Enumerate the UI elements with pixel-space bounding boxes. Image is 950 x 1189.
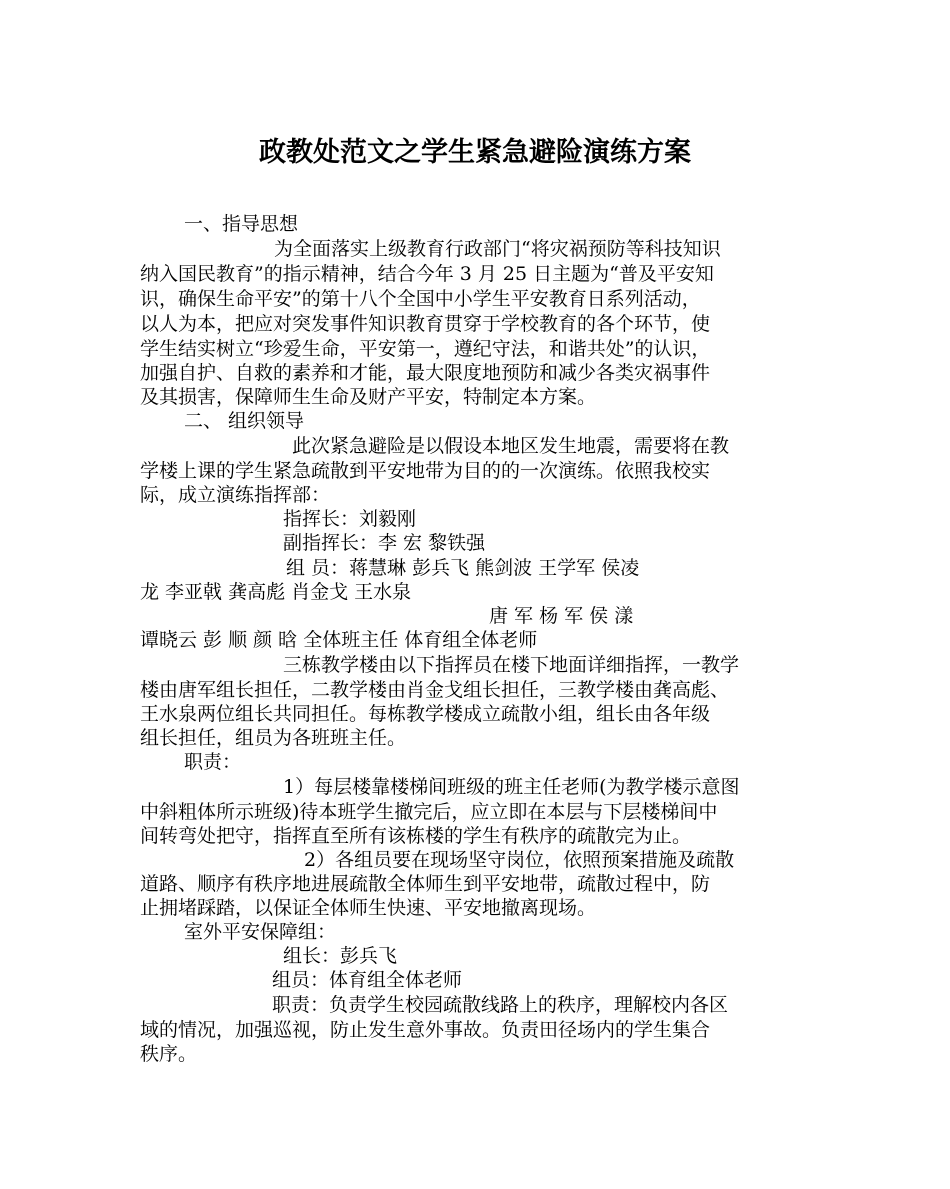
deputy-commander-line: 副指挥长：李 宏 黎铁强 <box>283 532 486 554</box>
paragraph-line: 止拥堵踩踏，以保证全体师生快速、平安地撤离现场。 <box>140 897 597 919</box>
commander-line: 指挥长：刘毅刚 <box>283 508 417 530</box>
duty-item-2: 2）各组员要在现场坚守岗位，依照预案措施及疏散 <box>304 849 735 871</box>
paragraph-line: 秩序。 <box>140 1043 198 1065</box>
paragraph-line: 纳入国民教育”的指示精神，结合今年 3 月 25 日主题为“普及平安知 <box>140 263 714 285</box>
members-line: 龙 李亚戟 龚高彪 肖金戈 王水泉 <box>140 581 412 603</box>
section-heading-organization: 二、 组织领导 <box>184 410 305 432</box>
paragraph-line: 加强自护、自救的素养和才能，最大限度地预防和减少各类灾祸事件 <box>140 362 711 384</box>
group-leader-line: 组长：彭兵飞 <box>283 945 398 967</box>
paragraph-line: 中斜粗体所示班级)待本班学生撤完后，应立即在本层与下层楼梯间中 <box>140 801 718 823</box>
paragraph-line: 学楼上课的学生紧急疏散到平安地带为目的的一次演练。依照我校实 <box>140 460 711 482</box>
paragraph-line: 楼由唐军组长担任，二教学楼由肖金戈组长担任，三教学楼由龚高彪、 <box>140 679 730 701</box>
outdoor-safety-group-heading: 室外平安保障组： <box>184 921 337 943</box>
duties-heading: 职责： <box>184 751 242 773</box>
members-line: 唐 军 杨 军 侯 漾 <box>489 605 634 627</box>
members-line: 组 员：蒋慧琳 彭兵飞 熊剑波 王学军 侯凌 <box>286 557 640 579</box>
paragraph-line: 域的情况，加强巡视，防止发生意外事故。负责田径场内的学生集合 <box>140 1019 711 1041</box>
group-members-line: 组员：体育组全体老师 <box>272 969 463 991</box>
members-line: 谭晓云 彭 顺 颜 晗 全体班主任 体育组全体老师 <box>140 629 538 651</box>
paragraph-line: 学生结实树立“珍爱生命，平安第一，遵纪守法，和谐共处”的认识， <box>140 338 711 360</box>
paragraph-line: 组长担任，组员为各班班主任。 <box>140 727 407 749</box>
paragraph-line: 三栋教学楼由以下指挥员在楼下地面详细指挥，一教学 <box>283 654 740 676</box>
group-duties-line: 职责：负责学生校园疏散线路上的秩序，理解校内各区 <box>272 994 729 1016</box>
paragraph-line: 王水泉两位组长共同担任。每栋教学楼成立疏散小组，组长由各年级 <box>140 703 711 725</box>
paragraph-line: 间转弯处把守，指挥直至所有该栋楼的学生有秩序的疏散完为止。 <box>140 825 692 847</box>
paragraph-line: 以人为本，把应对突发事件知识教育贯穿于学校教育的各个环节，使 <box>140 313 711 335</box>
paragraph-line: 道路、顺序有秩序地进展疏散全体师生到平安地带，疏散过程中，防 <box>140 873 711 895</box>
document-title: 政教处范文之学生紧急避险演练方案 <box>259 137 691 168</box>
paragraph-line: 识，确保生命平安”的第十八个全国中小学生平安教育日系列活动， <box>140 288 701 310</box>
duty-item-1: 1）每层楼靠楼梯间班级的班主任老师(为教学楼示意图 <box>283 776 740 798</box>
paragraph-line: 及其损害，保障师生生命及财产平安，特制定本方案。 <box>140 386 597 408</box>
section-heading-guiding-ideology: 一、指导思想 <box>184 213 299 235</box>
paragraph-line: 为全面落实上级教育行政部门“将灾祸预防等科技知识 <box>274 238 721 260</box>
paragraph-line: 此次紧急避险是以假设本地区发生地震，需要将在教 <box>292 435 730 457</box>
paragraph-line: 际，成立演练指挥部： <box>140 484 331 506</box>
